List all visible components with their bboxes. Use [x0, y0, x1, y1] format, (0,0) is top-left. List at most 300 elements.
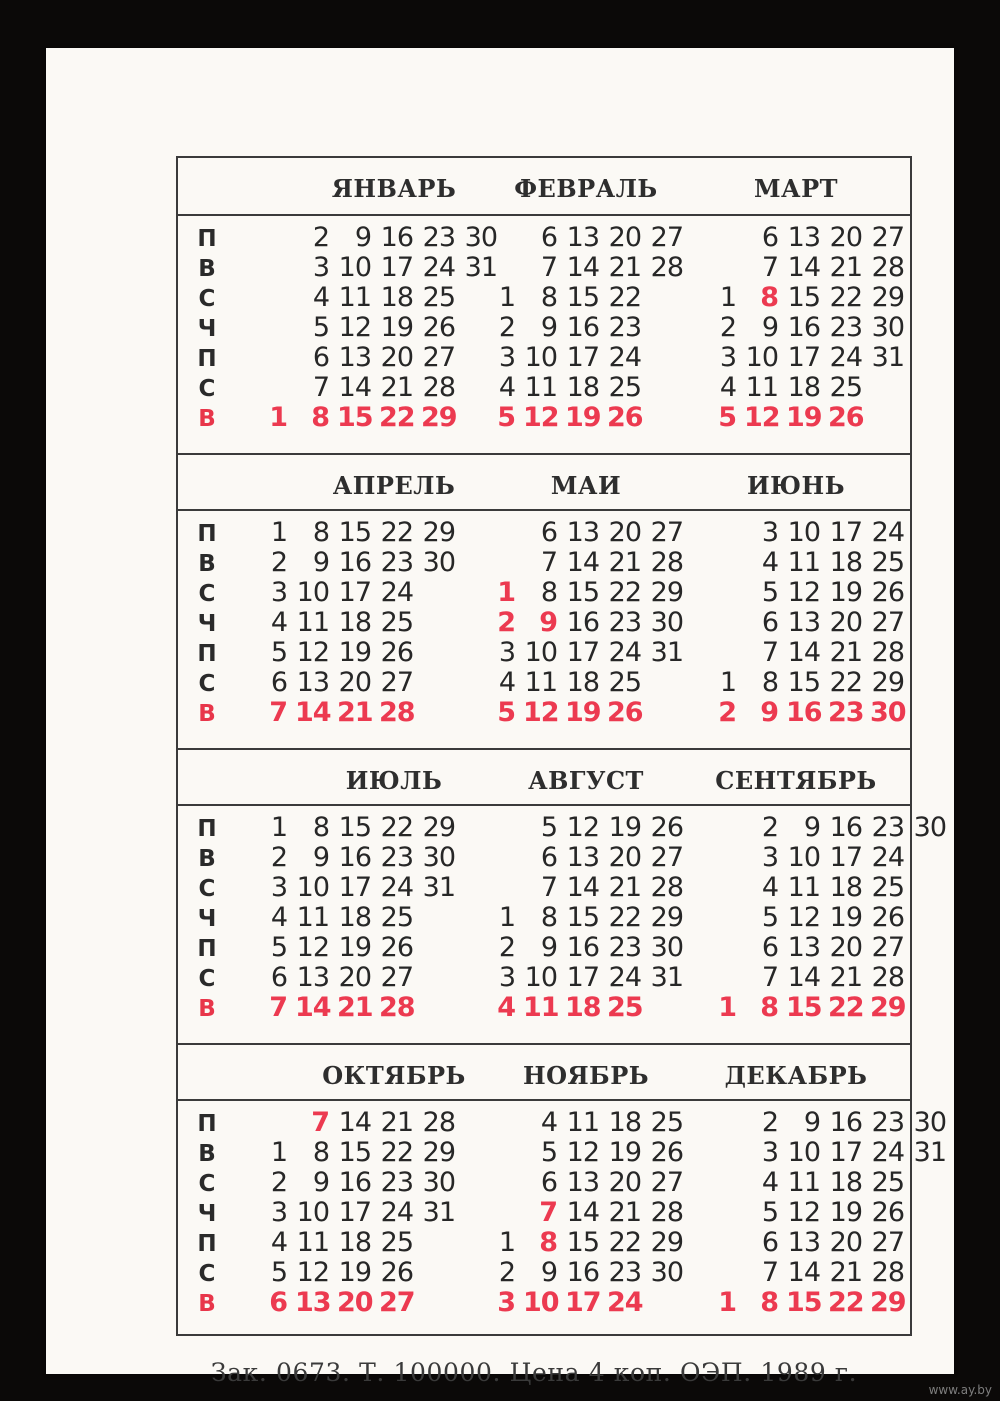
- calendar-date: 18: [380, 282, 413, 313]
- watermark: www.ay.by: [928, 1383, 992, 1397]
- holiday-date: 27: [379, 1287, 415, 1318]
- calendar-date: 16: [338, 842, 371, 873]
- holiday-date: 2: [718, 697, 736, 728]
- month-name: АВГУСТ: [528, 766, 644, 795]
- month-name: МАРТ: [753, 174, 839, 203]
- calendar-date: 31: [650, 962, 683, 993]
- weekday-label: П: [197, 1111, 217, 1137]
- calendar-date: 27: [871, 222, 904, 253]
- calendar-date: 26: [380, 932, 413, 963]
- calendar-date: 31: [871, 342, 904, 373]
- calendar-date: 13: [296, 667, 329, 698]
- calendar-date: 4: [270, 1227, 287, 1258]
- calendar-date: 2: [270, 547, 287, 578]
- calendar-date: 18: [566, 667, 599, 698]
- calendar-date: 22: [829, 282, 862, 313]
- calendar-date: 27: [380, 667, 413, 698]
- calendar-date: 21: [829, 962, 862, 993]
- calendar-date: 4: [270, 902, 287, 933]
- calendar-date: 16: [338, 1167, 371, 1198]
- calendar-date: 8: [761, 667, 778, 698]
- calendar-date: 11: [566, 1107, 599, 1138]
- calendar-date: 18: [338, 1227, 371, 1258]
- calendar-date: 2: [761, 812, 778, 843]
- holiday-date: 22: [379, 402, 415, 433]
- calendar-date: 19: [338, 932, 371, 963]
- holiday-date: 21: [337, 992, 373, 1023]
- calendar-date: 6: [540, 842, 557, 873]
- calendar-date: 28: [871, 252, 904, 283]
- calendar-date: 21: [608, 252, 641, 283]
- calendar-date: 27: [650, 1167, 683, 1198]
- calendar-date: 18: [608, 1107, 641, 1138]
- calendar-date: 11: [787, 872, 820, 903]
- calendar-date: 14: [338, 372, 371, 403]
- calendar-date: 7: [540, 872, 557, 903]
- month-name: ДЕКАБРЬ: [724, 1061, 868, 1090]
- holiday-date: 10: [523, 1287, 559, 1318]
- calendar-date: 9: [312, 842, 329, 873]
- calendar-date: 24: [871, 842, 904, 873]
- calendar-date: 22: [608, 577, 641, 608]
- holiday-date: 6: [269, 1287, 287, 1318]
- calendar-date: 10: [745, 342, 778, 373]
- weekday-label: П: [197, 936, 217, 962]
- calendar-date: 3: [761, 517, 778, 548]
- calendar-date: 22: [608, 902, 641, 933]
- calendar-date: 11: [296, 1227, 329, 1258]
- month-header-row: [178, 1043, 910, 1101]
- calendar-date: 1: [719, 667, 736, 698]
- calendar-date: 4: [312, 282, 329, 313]
- calendar-date: 9: [540, 1257, 557, 1288]
- calendar-date: 1: [498, 902, 515, 933]
- calendar-date: 11: [296, 902, 329, 933]
- calendar-date: 30: [464, 222, 497, 253]
- calendar-date: 25: [871, 547, 904, 578]
- holiday-date: 1: [497, 577, 515, 608]
- calendar-date: 12: [566, 1137, 599, 1168]
- calendar-date: 24: [829, 342, 862, 373]
- calendar-date: 23: [608, 1257, 641, 1288]
- calendar-date: 15: [566, 282, 599, 313]
- weekday-label: В: [198, 551, 216, 577]
- calendar-date: 24: [608, 962, 641, 993]
- calendar-date: 18: [566, 372, 599, 403]
- calendar-date: 14: [787, 962, 820, 993]
- calendar-date: 11: [296, 607, 329, 638]
- calendar-date: 26: [650, 1137, 683, 1168]
- holiday-date: 9: [760, 697, 778, 728]
- calendar-date: 7: [540, 547, 557, 578]
- holiday-date: 29: [870, 992, 906, 1023]
- calendar-date: 24: [608, 342, 641, 373]
- calendar-date: 21: [829, 637, 862, 668]
- month-name: МАИ: [550, 471, 622, 500]
- calendar-date: 27: [380, 962, 413, 993]
- calendar-date: 1: [498, 1227, 515, 1258]
- calendar-date: 20: [608, 1167, 641, 1198]
- calendar-date: 24: [380, 577, 413, 608]
- calendar-card: [46, 48, 954, 1387]
- calendar-date: 15: [338, 517, 371, 548]
- calendar-date: 21: [380, 1107, 413, 1138]
- calendar-date: 16: [338, 547, 371, 578]
- calendar-date: 7: [761, 252, 778, 283]
- calendar-date: 15: [566, 1227, 599, 1258]
- calendar-date: 17: [380, 252, 413, 283]
- holiday-date: 8: [760, 282, 778, 313]
- month-name: ОКТЯБРЬ: [322, 1061, 466, 1090]
- month-name: ИЮЛЬ: [345, 766, 443, 795]
- calendar-date: 2: [498, 932, 515, 963]
- calendar-date: 29: [871, 667, 904, 698]
- calendar-date: 6: [761, 932, 778, 963]
- calendar-date: 9: [312, 547, 329, 578]
- calendar-date: 20: [829, 932, 862, 963]
- calendar-date: 22: [380, 812, 413, 843]
- quarter-3: [178, 748, 946, 1043]
- calendar-date: 30: [422, 1167, 455, 1198]
- month-name: ЯНВАРЬ: [331, 174, 457, 203]
- weekday-label: Ч: [197, 611, 217, 637]
- month-name: СЕНТЯБРЬ: [715, 766, 877, 795]
- calendar-date: 26: [871, 902, 904, 933]
- calendar-date: 28: [650, 252, 683, 283]
- holiday-date: 17: [565, 1287, 601, 1318]
- calendar-date: 22: [608, 1227, 641, 1258]
- calendar-date: 3: [498, 637, 515, 668]
- weekday-label: Ч: [197, 316, 217, 342]
- holiday-date: 22: [828, 992, 864, 1023]
- calendar-date: 13: [787, 1227, 820, 1258]
- calendar-date: 26: [380, 637, 413, 668]
- holiday-date: 16: [786, 697, 822, 728]
- holiday-date: 1: [718, 992, 736, 1023]
- holiday-date: 12: [744, 402, 780, 433]
- calendar-date: 10: [296, 1197, 329, 1228]
- calendar-date: 3: [312, 252, 329, 283]
- calendar-date: 17: [829, 842, 862, 873]
- calendar-date: 8: [312, 812, 329, 843]
- calendar-date: 21: [829, 1257, 862, 1288]
- holiday-date: 5: [497, 697, 515, 728]
- month-name: АПРЕЛЬ: [332, 471, 456, 500]
- calendar-date: 17: [566, 962, 599, 993]
- calendar-date: 30: [422, 547, 455, 578]
- calendar-date: 12: [296, 637, 329, 668]
- calendar-date: 17: [338, 1197, 371, 1228]
- holiday-date: 7: [269, 697, 287, 728]
- calendar-date: 27: [650, 842, 683, 873]
- holiday-date: 1: [269, 402, 287, 433]
- calendar-date: 10: [524, 637, 557, 668]
- calendar-date: 23: [380, 1167, 413, 1198]
- calendar-date: 9: [761, 312, 778, 343]
- calendar-date: 22: [380, 1137, 413, 1168]
- calendar-date: 7: [761, 962, 778, 993]
- quarter-4: [178, 1043, 946, 1338]
- calendar-date: 8: [540, 577, 557, 608]
- calendar-date: 25: [608, 667, 641, 698]
- calendar-date: 1: [270, 517, 287, 548]
- calendar-date: 21: [608, 872, 641, 903]
- month-name: НОЯБРЬ: [522, 1061, 650, 1090]
- holiday-date: 5: [718, 402, 736, 433]
- weekday-label: П: [197, 816, 217, 842]
- weekday-label: П: [197, 521, 217, 547]
- calendar-date: 16: [566, 607, 599, 638]
- calendar-date: 3: [498, 342, 515, 373]
- calendar-date: 9: [803, 1107, 820, 1138]
- calendar-date: 25: [608, 372, 641, 403]
- weekday-label: В: [198, 1141, 216, 1167]
- calendar-date: 19: [829, 902, 862, 933]
- calendar-date: 12: [787, 1197, 820, 1228]
- calendar-date: 19: [380, 312, 413, 343]
- calendar-date: 3: [761, 842, 778, 873]
- holiday-date: 4: [497, 992, 515, 1023]
- calendar-date: 18: [787, 372, 820, 403]
- calendar-date: 25: [380, 1227, 413, 1258]
- calendar-date: 29: [422, 812, 455, 843]
- calendar-date: 21: [608, 1197, 641, 1228]
- calendar-date: 4: [498, 372, 515, 403]
- calendar-date: 31: [464, 252, 497, 283]
- calendar-date: 30: [650, 932, 683, 963]
- weekday-label: П: [197, 1231, 217, 1257]
- calendar-date: 30: [650, 1257, 683, 1288]
- holiday-date: 30: [870, 697, 906, 728]
- calendar-date: 7: [761, 1257, 778, 1288]
- quarter-1: [178, 158, 910, 453]
- calendar-date: 3: [761, 1137, 778, 1168]
- calendar-date: 2: [719, 312, 736, 343]
- calendar-date: 24: [380, 872, 413, 903]
- holiday-date: 2: [497, 607, 515, 638]
- holiday-date: 18: [565, 992, 601, 1023]
- calendar-date: 26: [380, 1257, 413, 1288]
- calendar-date: 5: [761, 902, 778, 933]
- holiday-date: 14: [295, 697, 331, 728]
- calendar-date: 27: [871, 932, 904, 963]
- calendar-date: 20: [338, 962, 371, 993]
- calendar-date: 26: [650, 812, 683, 843]
- calendar-date: 23: [871, 812, 904, 843]
- calendar-date: 6: [540, 1167, 557, 1198]
- calendar-date: 23: [608, 932, 641, 963]
- calendar-date: 11: [787, 1167, 820, 1198]
- calendar-date: 2: [498, 1257, 515, 1288]
- calendar-date: 6: [761, 607, 778, 638]
- holiday-date: 3: [497, 1287, 515, 1318]
- calendar-date: 11: [338, 282, 371, 313]
- weekday-label: П: [197, 641, 217, 667]
- calendar-date: 5: [270, 932, 287, 963]
- calendar-date: 9: [354, 222, 371, 253]
- calendar-date: 1: [270, 1137, 287, 1168]
- holiday-date: 29: [421, 402, 457, 433]
- calendar-date: 1: [498, 282, 515, 313]
- calendar-date: 21: [380, 372, 413, 403]
- calendar-date: 25: [380, 902, 413, 933]
- calendar-date: 28: [422, 1107, 455, 1138]
- calendar-date: 5: [540, 812, 557, 843]
- calendar-date: 6: [270, 667, 287, 698]
- calendar-date: 28: [650, 547, 683, 578]
- calendar-date: 17: [829, 517, 862, 548]
- calendar-date: 25: [422, 282, 455, 313]
- weekday-label: В: [198, 1291, 216, 1317]
- calendar-date: 24: [871, 1137, 904, 1168]
- calendar-date: 2: [498, 312, 515, 343]
- calendar-date: 3: [719, 342, 736, 373]
- holiday-date: 29: [870, 1287, 906, 1318]
- calendar-date: 6: [270, 962, 287, 993]
- calendar-date: 5: [270, 1257, 287, 1288]
- holiday-date: 28: [379, 992, 415, 1023]
- calendar-date: 28: [871, 637, 904, 668]
- calendar-date: 27: [650, 222, 683, 253]
- calendar-date: 13: [566, 1167, 599, 1198]
- calendar-date: 5: [270, 637, 287, 668]
- calendar-date: 3: [498, 962, 515, 993]
- calendar-date: 31: [913, 1137, 946, 1168]
- calendar-date: 10: [296, 577, 329, 608]
- calendar-date: 16: [566, 312, 599, 343]
- calendar-date: 4: [761, 1167, 778, 1198]
- calendar-date: 29: [650, 577, 683, 608]
- calendar-date: 2: [312, 222, 329, 253]
- calendar-date: 8: [540, 282, 557, 313]
- calendar-date: 17: [566, 342, 599, 373]
- calendar-date: 31: [422, 1197, 455, 1228]
- calendar-date: 25: [650, 1107, 683, 1138]
- calendar-date: 14: [787, 637, 820, 668]
- calendar-date: 21: [829, 252, 862, 283]
- calendar-date: 4: [270, 607, 287, 638]
- weekday-label: В: [198, 701, 216, 727]
- calendar-date: 20: [608, 842, 641, 873]
- calendar-date: 2: [270, 1167, 287, 1198]
- calendar-date: 2: [270, 842, 287, 873]
- calendar-date: 8: [312, 517, 329, 548]
- calendar-date: 5: [761, 577, 778, 608]
- calendar-date: 20: [380, 342, 413, 373]
- calendar-date: 28: [650, 1197, 683, 1228]
- calendar-date: 22: [829, 667, 862, 698]
- calendar-date: 7: [761, 637, 778, 668]
- weekday-label: С: [198, 966, 216, 992]
- calendar-date: 27: [871, 1227, 904, 1258]
- calendar-date: 18: [829, 547, 862, 578]
- calendar-date: 23: [380, 547, 413, 578]
- calendar-date: 4: [498, 667, 515, 698]
- calendar-date: 6: [761, 1227, 778, 1258]
- holiday-date: 26: [828, 402, 864, 433]
- calendar-date: 9: [312, 1167, 329, 1198]
- calendar-date: 14: [338, 1107, 371, 1138]
- calendar-date: 28: [871, 1257, 904, 1288]
- holiday-date: 12: [523, 402, 559, 433]
- calendar-date: 10: [524, 962, 557, 993]
- calendar-date: 14: [787, 1257, 820, 1288]
- calendar-date: 24: [871, 517, 904, 548]
- calendar-date: 10: [338, 252, 371, 283]
- holiday-date: 28: [379, 697, 415, 728]
- calendar-date: 28: [422, 372, 455, 403]
- holiday-date: 26: [607, 402, 643, 433]
- calendar-date: 12: [566, 812, 599, 843]
- calendar-date: 13: [787, 607, 820, 638]
- calendar-date: 6: [540, 222, 557, 253]
- calendar-date: 3: [270, 577, 287, 608]
- calendar-date: 14: [787, 252, 820, 283]
- weekday-label: В: [198, 256, 216, 282]
- holiday-date: 7: [269, 992, 287, 1023]
- calendar-date: 4: [761, 547, 778, 578]
- calendar-date: 4: [761, 872, 778, 903]
- calendar-date: 19: [829, 1197, 862, 1228]
- calendar-date: 7: [312, 372, 329, 403]
- calendar-date: 26: [871, 577, 904, 608]
- calendar-date: 26: [422, 312, 455, 343]
- calendar-date: 29: [650, 902, 683, 933]
- calendar-date: 20: [608, 517, 641, 548]
- holiday-date: 7: [539, 1197, 557, 1228]
- calendar-date: 20: [829, 222, 862, 253]
- calendar-date: 31: [650, 637, 683, 668]
- calendar-date: 23: [380, 842, 413, 873]
- calendar-date: 12: [787, 577, 820, 608]
- calendar-date: 6: [761, 222, 778, 253]
- calendar-grid: [176, 156, 946, 1336]
- calendar-date: 9: [540, 932, 557, 963]
- calendar-date: 10: [524, 342, 557, 373]
- calendar-date: 15: [787, 667, 820, 698]
- weekday-label: В: [198, 406, 216, 432]
- calendar-date: 2: [761, 1107, 778, 1138]
- calendar-date: 30: [650, 607, 683, 638]
- holiday-date: 8: [311, 402, 329, 433]
- calendar-date: 14: [566, 872, 599, 903]
- calendar-date: 19: [338, 637, 371, 668]
- calendar-date: 26: [871, 1197, 904, 1228]
- month-header-row: [178, 748, 910, 806]
- month-name: ИЮНЬ: [746, 471, 846, 500]
- holiday-date: 19: [786, 402, 822, 433]
- calendar-date: 12: [296, 1257, 329, 1288]
- calendar-date: 27: [650, 517, 683, 548]
- calendar-date: 15: [338, 812, 371, 843]
- calendar-date: 23: [608, 312, 641, 343]
- calendar-date: 7: [540, 252, 557, 283]
- calendar-date: 15: [787, 282, 820, 313]
- calendar-date: 20: [829, 1227, 862, 1258]
- calendar-date: 22: [608, 282, 641, 313]
- calendar-date: 12: [338, 312, 371, 343]
- calendar-date: 29: [871, 282, 904, 313]
- calendar-date: 28: [650, 872, 683, 903]
- holiday-date: 14: [295, 992, 331, 1023]
- calendar-date: 23: [829, 312, 862, 343]
- calendar-date: 28: [871, 962, 904, 993]
- calendar-date: 25: [380, 607, 413, 638]
- weekday-label: В: [198, 996, 216, 1022]
- calendar-date: 5: [761, 1197, 778, 1228]
- quarter-2: [178, 453, 910, 748]
- weekday-label: С: [198, 1261, 216, 1287]
